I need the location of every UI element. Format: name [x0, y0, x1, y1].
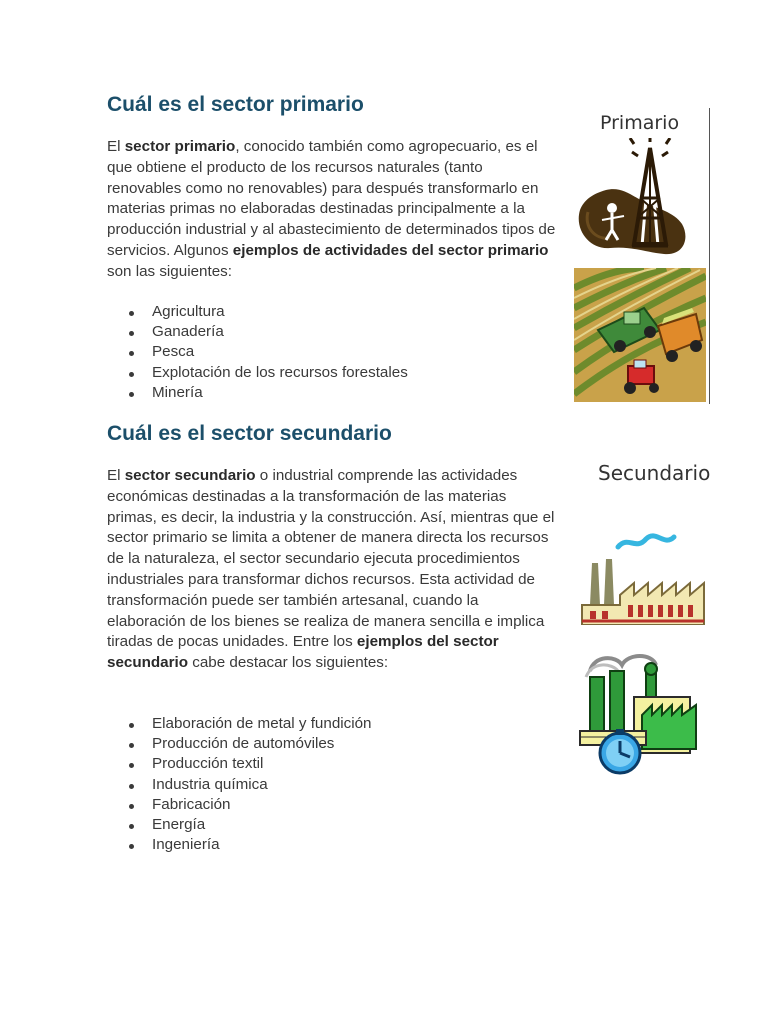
section-secundario	[107, 421, 559, 447]
list-item: Explotación de los recursos forestales	[107, 363, 559, 383]
paragraph-text: El	[107, 467, 125, 484]
paragraph-text: o industrial comprende las actividades económicas destinadas a la transformación de las materias primas, es decir, la industria y la construcción. Así, mientras que el sector primario se limita a obtener de manera directa los recursos de la naturaleza, el sector secundario ejecuta procedimientos industriales para transformar dichos recursos. Esta actividad de transformación puede ser también artesanal, cuando la elaboración de los bienes se realiza de manera sencilla e implica tiradas de pocas unidades. Entre los	[107, 467, 555, 651]
primario-illustration	[570, 106, 712, 404]
paragraph-secundario	[107, 466, 559, 674]
heading-primario: Cuál es el sector primario	[107, 93, 364, 116]
paragraph-text: El	[107, 138, 125, 155]
bold-term: ejemplos de actividades del sector primario	[232, 241, 549, 259]
list-item: Minería	[107, 383, 559, 403]
list-primario	[107, 302, 559, 403]
list-item: Fabricación	[107, 795, 559, 815]
bullet-list	[107, 714, 559, 855]
section-primario	[107, 92, 559, 118]
list-item: Pesca	[107, 342, 559, 362]
list-item: Ingeniería	[107, 835, 559, 855]
image-border	[709, 108, 710, 404]
paragraph-text: son las siguientes:	[107, 262, 232, 280]
bold-term: sector secundario	[124, 467, 256, 484]
list-item: Ganadería	[107, 322, 559, 342]
list-secundario	[107, 714, 559, 855]
bold-term: sector primario	[124, 138, 236, 155]
list-item: Agricultura	[107, 302, 559, 322]
secundario-caption: Secundario	[598, 461, 711, 485]
bullet-list	[107, 302, 559, 403]
factory-icon	[578, 525, 708, 625]
power-plant-clock-icon	[576, 649, 706, 779]
list-item: Industria química	[107, 775, 559, 795]
paragraph-text: cabe destacar los siguientes:	[188, 654, 389, 672]
heading-secundario: Cuál es el sector secundario	[107, 422, 392, 445]
list-item: Elaboración de metal y fundición	[107, 714, 559, 734]
harvest-field-icon	[574, 268, 706, 402]
paragraph-text: , conocido también como agropecuario, es el que obtiene el producto de los recursos naturales (tanto renovables como no renovables) para después transformarlo en materias primas no elaboradas destinadas principalmente a la producción industrial y al abastecimiento de determinados tipos de servicios. Algunos	[107, 138, 556, 259]
oil-derrick-icon	[572, 138, 702, 268]
secundario-illustration	[572, 455, 722, 785]
paragraph-primario	[107, 137, 559, 283]
bold-term: ejemplos del sector secundario	[107, 633, 499, 672]
list-item: Producción de automóviles	[107, 734, 559, 754]
primario-caption: Primario	[600, 112, 680, 134]
list-item: Energía	[107, 815, 559, 835]
list-item: Producción textil	[107, 754, 559, 774]
